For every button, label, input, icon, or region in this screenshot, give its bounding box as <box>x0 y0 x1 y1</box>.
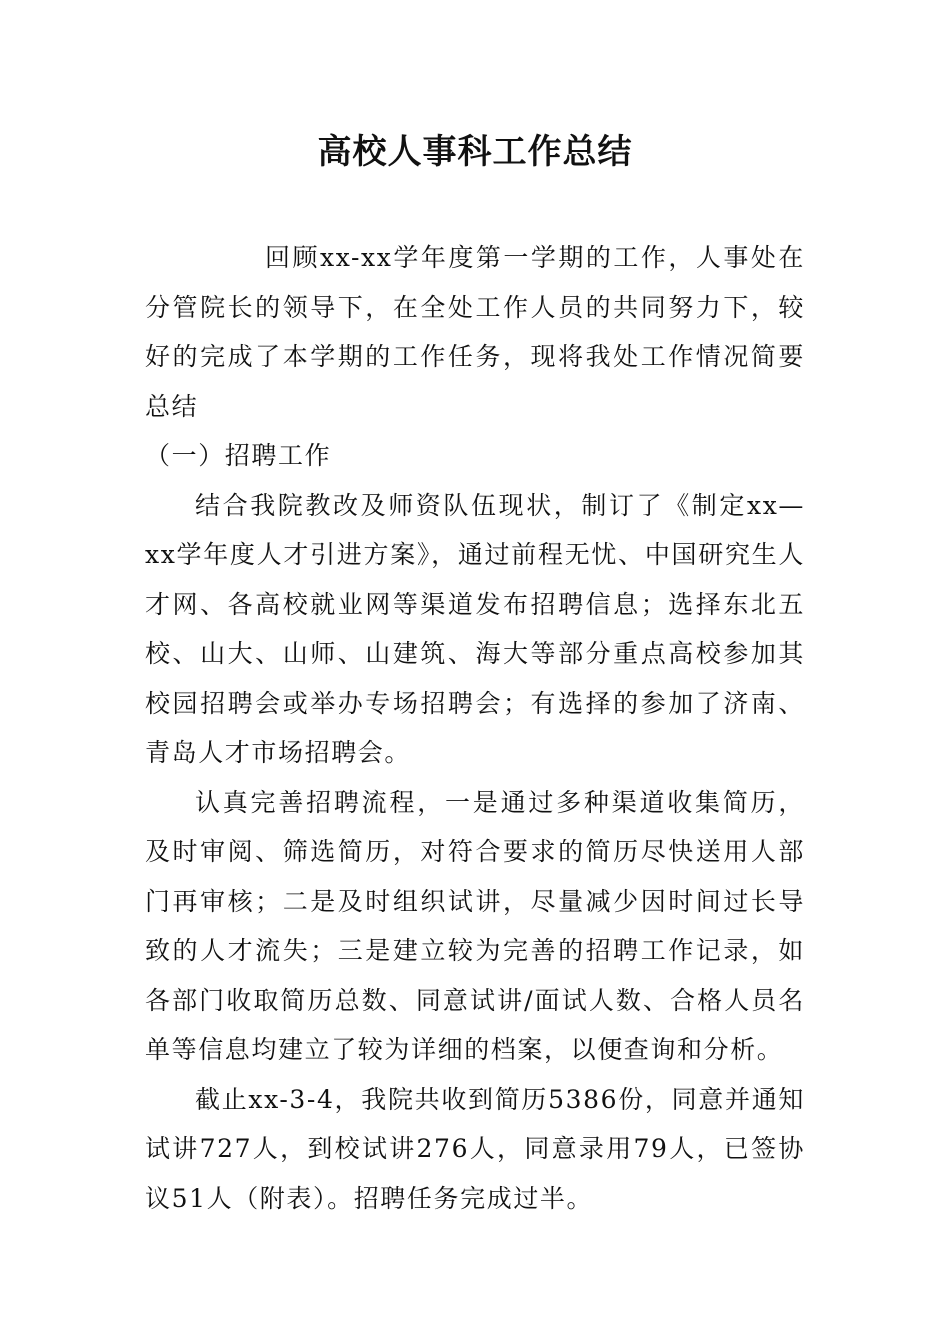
document-title: 高校人事科工作总结 <box>317 132 633 172</box>
recruitment-results-paragraph: 截止xx-3-4，我院共收到简历5386份，同意并通知试讲727人，到校试讲276人，同意录用79人，已签协议51人（附表）。招聘任务完成过半。 <box>145 1084 805 1213</box>
section-heading-recruitment: （一）招聘工作 <box>145 441 332 470</box>
document-body <box>145 233 805 1223</box>
intro-paragraph: 回顾xx-xx学年度第一学期的工作，人事处在分管院长的领导下，在全处工作人员的共同努力下，较好的完成了本学期的工作任务，现将我处工作情况简要总结 <box>145 243 805 421</box>
recruitment-paragraph: 结合我院教改及师资队伍现状，制订了《制定xx—xx学年度人才引进方案》，通过前程无忧、中国研究生人才网、各高校就业网等渠道发布招聘信息；选择东北五校、山大、山师、山建筑、海大等部分重点高校参加其校园招聘会或举办专场招聘会；有选择的参加了济南、青岛人才市场招聘会。 <box>145 490 805 767</box>
recruitment-process-paragraph: 认真完善招聘流程，一是通过多种渠道收集简历，及时审阅、筛选简历，对符合要求的简历尽快送用人部门再审核；二是及时组织试讲，尽量减少因时间过长导致的人才流失；三是建立较为完善的招聘工作记录，如各部门收取简历总数、同意试讲/面试人数、合格人员名单等信息均建立了较为详细的档案，以便查询和分析。 <box>145 787 805 1064</box>
